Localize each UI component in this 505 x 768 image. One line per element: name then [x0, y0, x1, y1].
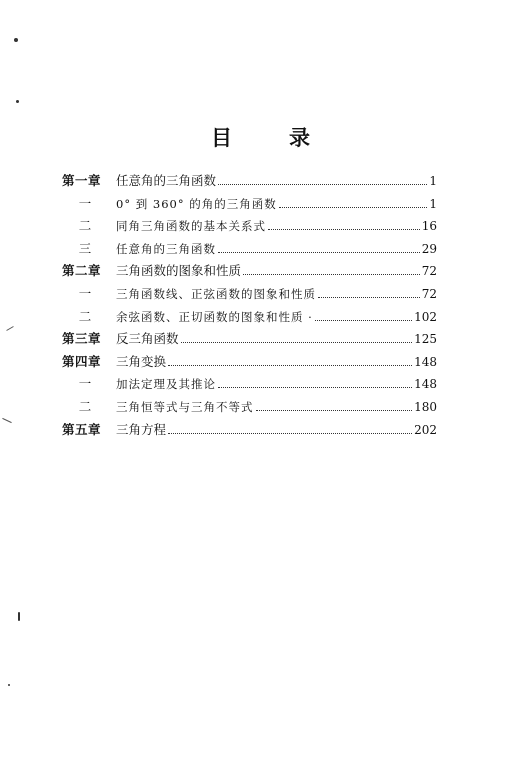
toc-entry-page: 202: [414, 422, 437, 437]
scan-speck: [18, 612, 20, 621]
toc-entry-number: 一: [78, 195, 92, 211]
toc-entry: [62, 307, 437, 330]
toc-entry-number: 二: [78, 218, 92, 234]
toc-entry-number: 一: [78, 285, 92, 301]
toc-entry: [62, 397, 437, 420]
toc-entry: [62, 239, 437, 262]
toc-entry-number: 二: [78, 308, 92, 324]
toc-entry-number: 第五章: [62, 421, 102, 437]
toc-entry-title: 三角方程: [116, 421, 167, 437]
scan-speck: [16, 100, 19, 103]
toc-entry-page: 148: [414, 377, 437, 392]
toc-dot-leader: [268, 229, 420, 230]
page-title: 目 录: [211, 126, 328, 150]
toc-entry-page: 16: [421, 219, 437, 234]
toc-entry-title: 三角恒等式与三角不等式: [116, 399, 254, 414]
toc-entry-number: 第一章: [62, 173, 102, 188]
toc-entry-number: 二: [78, 398, 92, 414]
toc-entry-page: 72: [421, 286, 437, 301]
toc-entry-title: 三角函数的图象和性质: [116, 263, 242, 279]
toc-dot-leader: [318, 297, 420, 298]
scan-mark: [2, 418, 11, 423]
toc-entry: [62, 352, 437, 375]
toc-dot-leader: [181, 342, 413, 343]
scan-speck: [8, 684, 10, 686]
toc-dot-leader: [218, 387, 412, 388]
scan-speck: [14, 38, 18, 42]
toc-entry-title: 0° 到 360° 的角的三角函数: [116, 196, 277, 211]
scan-mark: [6, 326, 13, 331]
toc-entry-title: 同角三角函数的基本关系式: [116, 219, 266, 234]
toc-entry-number: 一: [78, 376, 92, 392]
toc-dot-leader: [243, 274, 420, 275]
toc-entry: [62, 261, 437, 284]
toc-dot-leader: [218, 252, 420, 253]
toc-entry-page: 148: [414, 354, 437, 369]
toc-entry: [62, 420, 437, 443]
toc-entry: [62, 194, 437, 217]
toc-entry: [62, 171, 437, 194]
toc-entry-title: 反三角函数: [116, 331, 179, 347]
toc-entry-page: 102: [414, 309, 437, 324]
toc-entry-page: 29: [421, 241, 437, 256]
toc-entry: [62, 374, 437, 397]
toc-entry-title: 三角函数线、正弦函数的图象和性质: [116, 286, 316, 301]
toc-dot-leader: [315, 320, 412, 321]
toc-entry-title: 三角变换: [116, 353, 167, 369]
toc-entry-page: 1: [429, 174, 437, 188]
toc-entry-page: 125: [414, 332, 437, 347]
toc-dot-leader: [218, 184, 427, 185]
toc-entry-title: 加法定理及其推论: [116, 377, 216, 392]
toc-entry-number: 第三章: [62, 331, 102, 347]
toc-dot-leader: [279, 207, 428, 208]
table-of-contents: [62, 171, 437, 442]
toc-entry: [62, 216, 437, 239]
toc-entry: [62, 329, 437, 352]
toc-entry-number: 三: [78, 240, 92, 256]
toc-entry-number: 第四章: [62, 353, 102, 369]
toc-entry: [62, 284, 437, 307]
toc-entry-page: 180: [414, 399, 437, 414]
toc-dot-leader: [168, 433, 412, 434]
toc-entry-title: 任意角的三角函数: [116, 241, 216, 256]
toc-entry-number: 第二章: [62, 263, 102, 279]
toc-entry-page: 1: [429, 196, 437, 211]
toc-dot-leader: [256, 410, 413, 411]
toc-dot-leader: [168, 365, 412, 366]
toc-entry-page: 72: [421, 264, 437, 279]
toc-entry-title: 余弦函数、正切函数的图象和性质 ·: [116, 309, 313, 324]
toc-entry-title: 任意角的三角函数: [116, 173, 217, 188]
